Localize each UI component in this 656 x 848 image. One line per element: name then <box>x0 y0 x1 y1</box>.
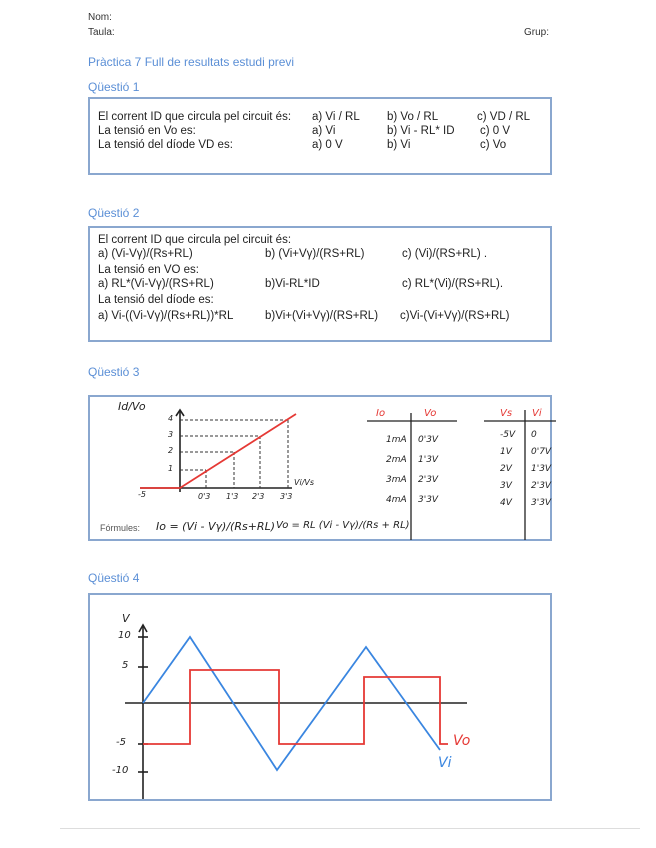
q3-x-tick: 2'3 <box>252 492 265 501</box>
q1-option-b: b) Vo / RL <box>387 111 439 123</box>
table-cell: 0 <box>531 430 537 440</box>
q2-option-c: c) (Vi)/(RS+RL) . <box>402 248 488 260</box>
vi-label: Vi <box>438 755 452 771</box>
q2-option-a: a) RL*(Vi-Vγ)/(RS+RL) <box>98 278 214 290</box>
q1-option-a: a) Vi / RL <box>312 111 360 123</box>
q4-y-axis-label: V <box>122 612 130 625</box>
table-cell: 3'3V <box>418 495 439 505</box>
q1-option-c: c) Vo <box>480 139 507 151</box>
q3-x-tick-neg: -5 <box>138 490 146 499</box>
table-cell: 0'7V <box>531 447 552 457</box>
table-cell: 4V <box>500 498 512 508</box>
q2-option-b: b)Vi+(Vi+Vγ)/(RS+RL) <box>265 310 379 322</box>
q2-option-b: b)Vi-RL*ID <box>265 278 320 290</box>
table-cell: -5V <box>500 430 516 440</box>
q1-option-a: a) Vi <box>312 125 336 137</box>
q3-y-tick: 3 <box>168 430 174 439</box>
q3-x-tick: 0'3 <box>198 492 211 501</box>
grup-label: Grup: <box>524 27 550 38</box>
q1-option-b: b) Vi - RL* ID <box>387 125 455 137</box>
table-cell: 3mA <box>386 475 407 485</box>
q4-y-tick: -10 <box>112 765 129 776</box>
table-cell: 3'3V <box>531 498 552 508</box>
q4-y-tick: 5 <box>122 660 129 671</box>
q3-label: Qüestió 3 <box>88 365 140 379</box>
q2-option-c: c)Vi-(Vi+Vγ)/(RS+RL) <box>400 310 510 322</box>
q3-x-tick: 3'3 <box>280 492 293 501</box>
formulas-label: Fórmules: <box>100 523 141 533</box>
page-title: Pràctica 7 Full de resultats estudi previ <box>88 55 295 69</box>
table2-header: Vs <box>500 408 513 419</box>
q3-y-axis-label: Id/Vo <box>118 400 146 413</box>
table2-col-vi <box>531 427 551 512</box>
q1-label: Qüestió 1 <box>88 80 140 94</box>
page-bottom-divider <box>60 828 640 829</box>
table1-col-vo <box>418 430 438 510</box>
q2-question: La tensió del díode es: <box>98 294 214 306</box>
table-cell: 1'3V <box>418 455 439 465</box>
table-cell: 2'3V <box>418 475 439 485</box>
q3-y-tick: 4 <box>168 414 174 423</box>
q3-y-tick: 1 <box>168 464 174 473</box>
table-cell: 4mA <box>386 495 407 505</box>
table-cell: 1V <box>500 447 512 457</box>
q1-option-a: a) 0 V <box>312 139 343 151</box>
q4-y-tick: -5 <box>116 737 126 748</box>
table-cell: 1'3V <box>531 464 552 474</box>
table2-header: Vi <box>532 408 542 419</box>
q3-x-axis-label: Vi/Vs <box>294 478 315 487</box>
taula-label: Taula: <box>88 27 115 38</box>
q4-y-tick: 10 <box>118 630 131 641</box>
nom-label: Nom: <box>88 12 112 23</box>
table1-header: Io <box>376 408 386 419</box>
formula-io: Io = (Vi - Vγ)/(Rs+RL) <box>156 520 275 533</box>
q2-option-c: c) RL*(Vi)/(RS+RL). <box>402 278 504 290</box>
table-cell: 2V <box>500 464 512 474</box>
q1-question: La tensió en Vo es: <box>98 125 196 137</box>
q2-question: La tensió en VO es: <box>98 264 200 276</box>
q2-option-a: a) Vi-((Vi-Vγ)/(Rs+RL))*RL <box>98 310 234 322</box>
table1-header: Vo <box>424 408 437 419</box>
q3-x-tick: 1'3 <box>226 492 239 501</box>
q3-y-tick: 2 <box>168 446 174 455</box>
q4-box <box>88 593 552 801</box>
q1-question: El corrent ID que circula pel circuit és: <box>98 111 292 123</box>
formula-vo: Vo = RL (Vi - Vγ)/(Rs + RL) <box>276 520 410 531</box>
q2-question: El corrent ID que circula pel circuit és: <box>98 234 292 246</box>
table-cell: 2'3V <box>531 481 552 491</box>
q1-option-c: c) VD / RL <box>477 111 531 123</box>
table-cell: 0'3V <box>418 435 439 445</box>
q2-option-b: b) (Vi+Vγ)/(RS+RL) <box>265 248 365 260</box>
table1-col-io <box>386 430 407 510</box>
q3-characteristic-line <box>140 414 296 488</box>
table-cell: 3V <box>500 481 512 491</box>
q1-option-b: b) Vi <box>387 139 411 151</box>
q4-label: Qüestió 4 <box>88 571 140 585</box>
q1-option-c: c) 0 V <box>480 125 511 137</box>
table-cell: 2mA <box>386 455 407 465</box>
table2-col-vs <box>500 427 515 512</box>
q1-question: La tensió del díode VD es: <box>98 139 233 151</box>
q2-option-a: a) (Vi-Vγ)/(Rs+RL) <box>98 248 193 260</box>
vo-label: Vo <box>453 733 471 749</box>
q2-label: Qüestió 2 <box>88 206 140 220</box>
table-cell: 1mA <box>386 435 407 445</box>
